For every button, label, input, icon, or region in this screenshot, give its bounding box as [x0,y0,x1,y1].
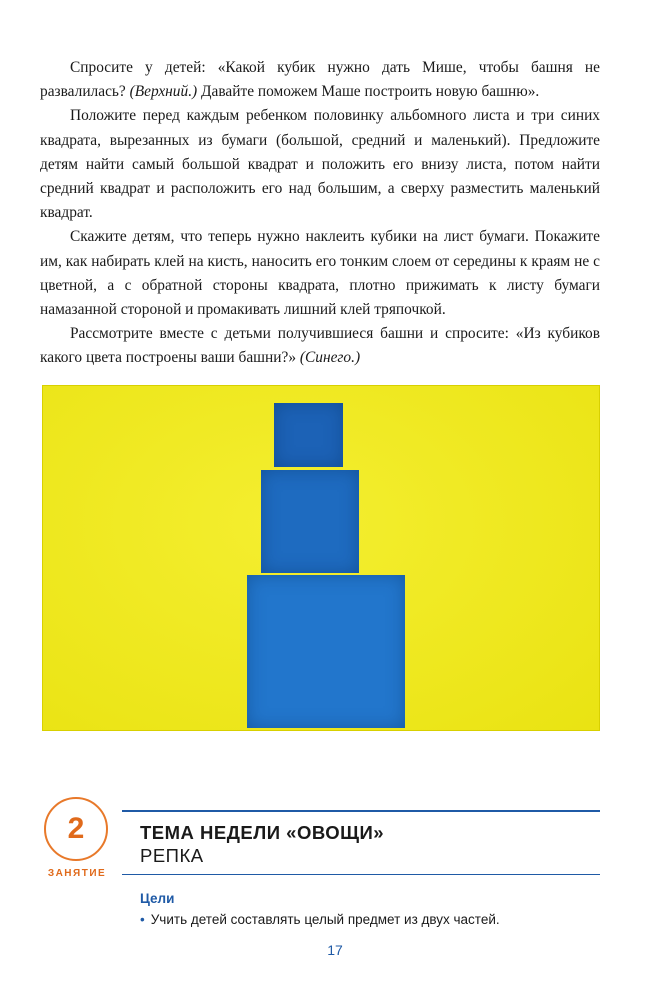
paragraph-4-text: Рассмотрите вместе с детьми получившиеся башни и спросите: «Из кубиков какого цвета построены ваши башни?» [40,325,600,367]
lesson-number-badge [44,797,108,861]
paragraph-4-answer: (Синего.) [299,349,361,367]
medium-blue-square [261,470,359,573]
header-divider-top [122,810,600,812]
large-blue-square [247,575,405,728]
page-number: 17 [327,942,343,958]
paragraph-1-answer: (Верхний.) [129,83,198,101]
paragraph-4 [40,322,600,370]
paragraph-1 [40,56,600,104]
theme-title: ТЕМА НЕДЕЛИ «ОВОЩИ» [140,822,385,843]
goal-list-item [140,912,500,927]
goals-heading: Цели [140,891,175,906]
paragraph-1-text-b: Давайте поможем Маше построить новую башню». [197,83,540,101]
header-divider-bottom [122,874,600,875]
tower-photo [42,385,600,731]
lesson-label: ЗАНЯТИЕ [47,868,107,879]
goal-text: Учить детей составлять целый предмет из двух частей. [150,912,500,927]
theme-subtitle: РЕПКА [140,845,204,866]
lesson-number: 2 [67,812,85,845]
paragraph-1-text-a: Спросите у детей: «Какой кубик нужно дать Мише, чтобы башня не развалилась? [40,59,600,101]
body-text [40,56,600,371]
bullet-icon: • [140,912,145,927]
paragraph-3: Скажите детям, что теперь нужно наклеить кубики на лист бумаги. Покажите им, как набирать клей на кисть, наносить его тонким слоем от середины к краям не с цветной, а с обратной стороны квадрата, плотно прижимать к листу бумаги намазанной стороной и промакивать лишний клей тряпочкой. [40,228,600,319]
small-blue-square [274,403,343,467]
paragraph-2: Положите перед каждым ребенком половинку альбомного листа и три синих квадрата, вырезанных из бумаги (большой, средний и маленький). Предложите детям найти самый большой квадрат и положить его внизу листа, потом найти средний квадрат и расположить его над большим, а сверху разместить маленький квадрат. [40,107,600,222]
